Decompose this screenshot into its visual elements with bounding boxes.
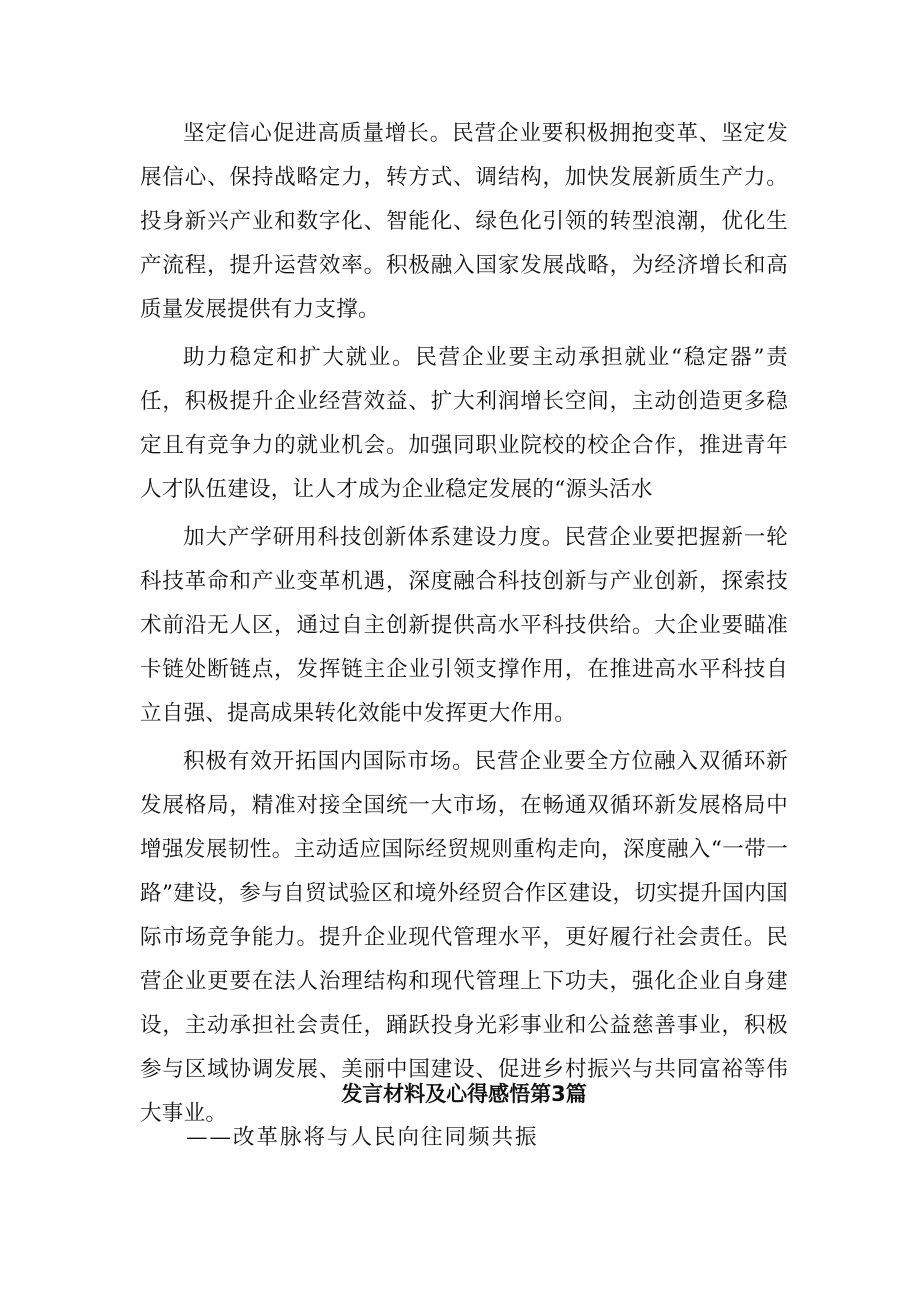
section-heading: 发言材料及心得感悟第3篇 (341, 1082, 587, 1106)
paragraph-innovation: 加大产学研用科技创新体系建设力度。民营企业要把握新一轮科技革命和产业变革机遇，深度融合科技创新与产业创新，探索技术前沿无人区，通过自主创新提供高水平科技供给。大企业要瞄准卡链处断链点，发挥链主企业引领支撑作用，在推进高水平科技自立自强、提高成果转化效能中发挥更大作用。 (140, 525, 788, 726)
paragraph-high-quality-growth: 坚定信心促进高质量增长。民营企业要积极拥抱变革、坚定发展信心、保持战略定力，转方式、调结构，加快发展新质生产力。投身新兴产业和数字化、智能化、绿色化引领的转型浪潮，优化生产流程，提升运营效率。积极融入国家发展战略，为经济增长和高质量发展提供有力支撑。 (140, 121, 788, 322)
section-subtitle: ——改革脉将与人民向往同频共振 (186, 1125, 539, 1150)
paragraph-markets: 积极有效开拓国内国际市场。民营企业要全方位融入双循环新发展格局，精准对接全国统一大市场，在畅通双循环新发展格局中增强发展韧性。主动适应国际经贸规则重构走向，深度融入“一带一路”建设，参与自贸试验区和境外经贸合作区建设，切实提升国内国际市场竞争能力。提升企业现代管理水平，更好履行社会责任。民营企业更要在法人治理结构和现代管理上下功夫，强化企业自身建设，主动承担社会责任，踊跃投身光彩事业和公益慈善事业，积极参与区域协调发展、美丽中国建设、促进乡村振兴与共同富裕等伟大事业。 (140, 749, 788, 1126)
article-body (140, 112, 788, 1136)
paragraph-employment: 助力稳定和扩大就业。民营企业要主动承担就业“稳定器”责任，积极提升企业经营效益、扩大利润增长空间，主动创造更多稳定且有竞争力的就业机会。加强同职业院校的校企合作，推进青年人才队伍建设，让人才成为企业稳定发展的“源头活水 (140, 345, 788, 502)
